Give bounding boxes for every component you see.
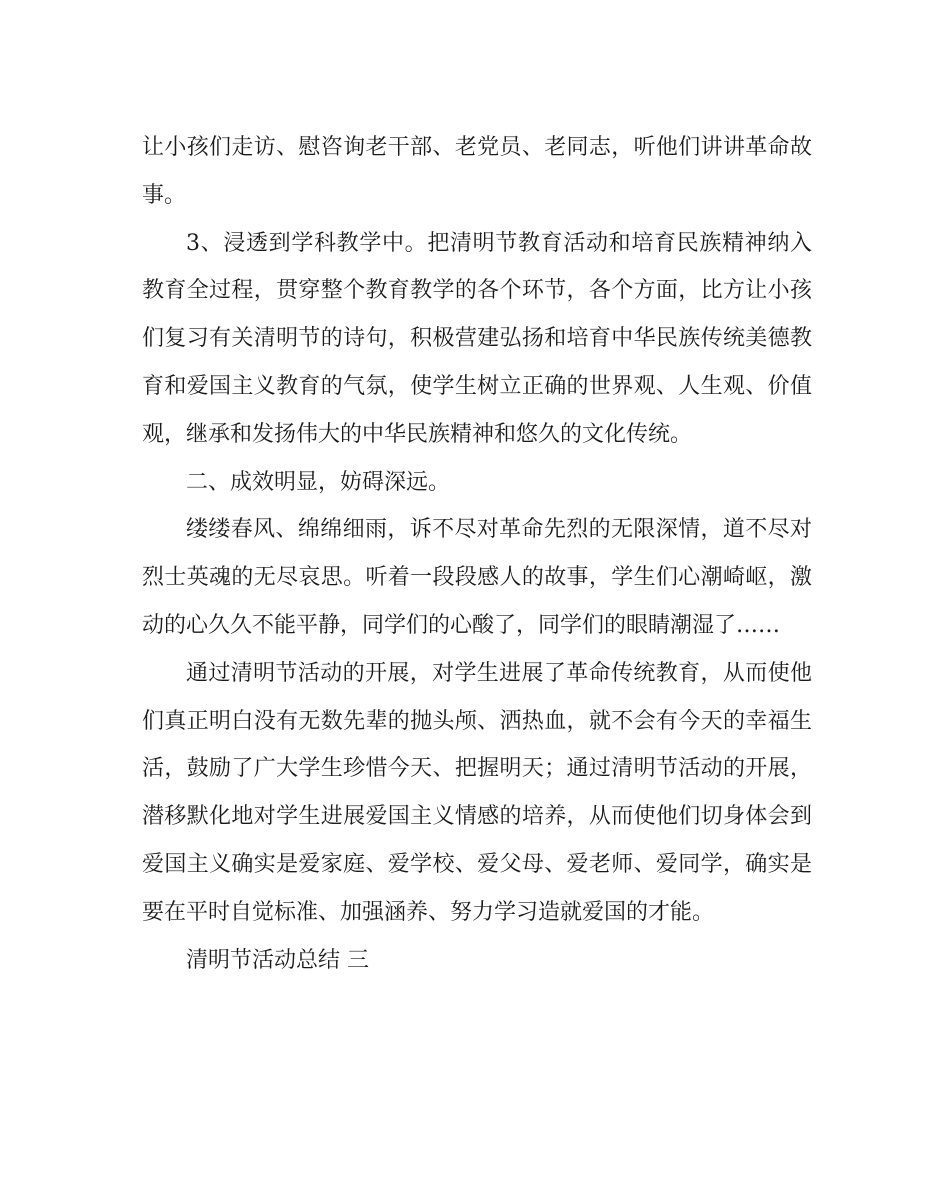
paragraph-activity-effects: 通过清明节活动的开展，对学生进展了革命传统教育，从而使他们真正明白没有无数先辈的抛头颅、洒热血，就不会有今天的幸福生活，鼓励了广大学生珍惜今天、把握明天；通过清明节活动的开展，潜移默化地对学生进展爱国主义情感的培养，从而使他们切身体会到爱国主义确实是爱家庭、爱学校、爱父母、爱老师、爱同学，确实是要在平时自觉标准、加强涵养、努力学习造就爱国的才能。	[142, 660, 812, 925]
document-body	[142, 124, 812, 984]
paragraph-spring-breeze: 缕缕春风、绵绵细雨，诉不尽对革命先烈的无限深情，道不尽对烈士英魂的无尽哀思。听着一段段感人的故事，学生们心潮崎岖，激动的心久久不能平静，同学们的心酸了，同学们的眼睛潮湿了……	[142, 517, 812, 638]
paragraph-continuation: 让小孩们走访、慰咨询老干部、老党员、老同志，听他们讲讲革命故事。	[142, 135, 812, 208]
paragraph-item-3: 3、浸透到学科教学中。把清明节教育活动和培育民族精神纳入教育全过程，贯穿整个教育教学的各个环节，各个方面，比方让小孩们复习有关清明节的诗句，积极营建弘扬和培育中华民族传统美德教育和爱国主义教育的气氛，使学生树立正确的世界观、人生观、价值观，继承和发扬伟大的中华民族精神和悠久的文化传统。	[142, 230, 812, 447]
section-title-summary-3: 清明节活动总结 三	[186, 947, 369, 973]
section-heading-2: 二、成效明显，妨碍深远。	[186, 469, 451, 495]
